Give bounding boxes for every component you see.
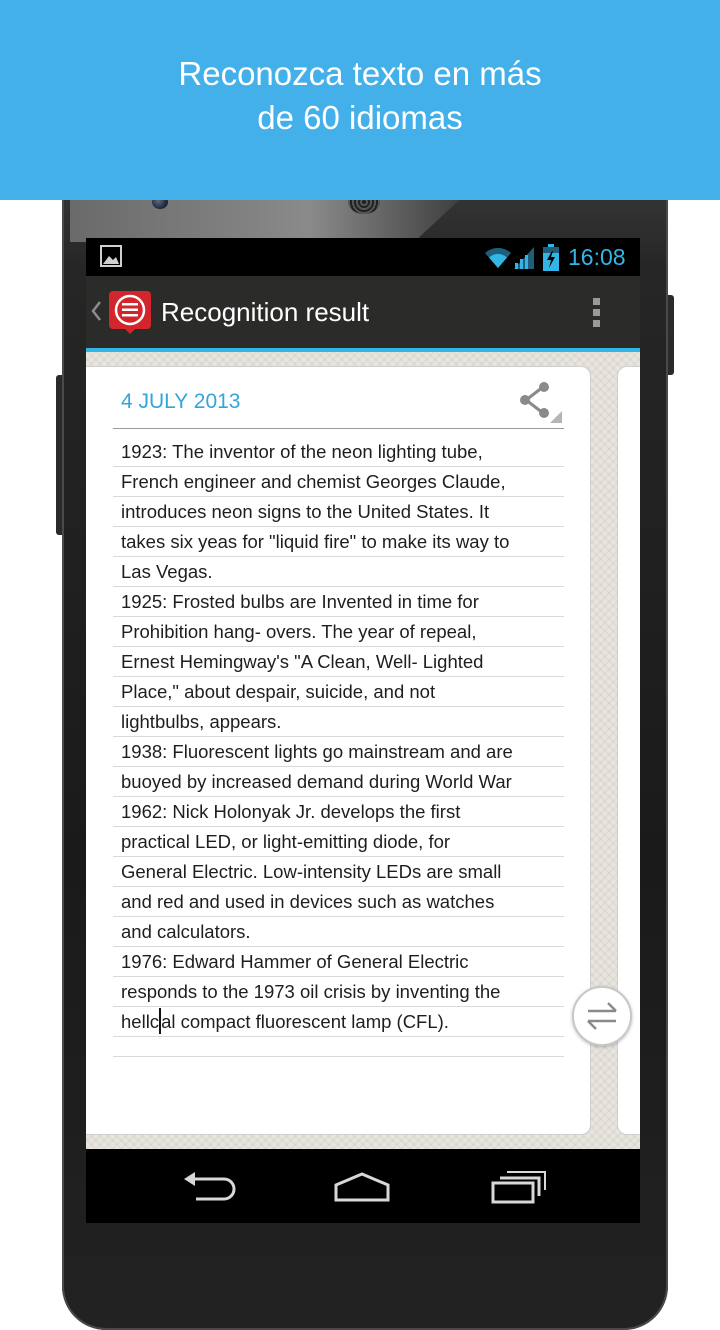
wifi-icon	[484, 246, 512, 270]
navigation-bar	[86, 1149, 640, 1223]
battery-charging-icon	[543, 244, 559, 271]
text-line[interactable]: lightbulbs, appears.	[113, 707, 564, 737]
status-bar	[86, 238, 640, 276]
text-line[interactable]: takes six yeas for "liquid fire" to make its way to	[113, 527, 564, 557]
text-end-rule	[113, 1056, 564, 1057]
picture-icon	[100, 245, 122, 267]
text-line[interactable]: 1938: Fluorescent lights go mainstream and are	[113, 737, 564, 767]
screen-title: Recognition result	[161, 297, 370, 327]
result-date: 4 JULY 2013	[121, 390, 241, 413]
nav-back-icon[interactable]	[182, 1171, 236, 1203]
phone-screen	[86, 238, 640, 1223]
back-chevron-icon[interactable]	[90, 300, 102, 322]
signal-icon	[513, 246, 535, 270]
text-line[interactable]: Place," about despair, suicide, and not	[113, 677, 564, 707]
text-before-cursor: hellc	[121, 1011, 160, 1032]
status-time: 16:08	[568, 244, 626, 270]
text-line[interactable]: and red and used in devices such as watches	[113, 887, 564, 917]
text-line[interactable]: 1976: Edward Hammer of General Electric	[113, 947, 564, 977]
banner-title: Reconozca texto en más de 60 idiomas	[178, 55, 542, 136]
overflow-menu-icon[interactable]	[586, 296, 608, 328]
text-line[interactable]: 1925: Frosted bulbs are Invented in time for	[113, 587, 564, 617]
text-line[interactable]: French engineer and chemist Georges Claude,	[113, 467, 564, 497]
text-line[interactable]: General Electric. Low-intensity LEDs are small	[113, 857, 564, 887]
text-after-cursor: al compact fluorescent lamp (CFL).	[161, 1011, 449, 1032]
text-line[interactable]: responds to the 1973 oil crisis by inventing the	[113, 977, 564, 1007]
text-line[interactable]: Las Vegas.	[113, 557, 564, 587]
nav-recent-apps-icon[interactable]	[490, 1169, 546, 1205]
nav-home-icon[interactable]	[332, 1171, 392, 1203]
text-line[interactable]: introduces neon signs to the United States. It	[113, 497, 564, 527]
share-icon[interactable]	[517, 380, 553, 420]
promo-banner	[0, 0, 720, 200]
text-line[interactable]: and calculators.	[113, 917, 564, 947]
text-line-with-cursor[interactable]	[113, 1007, 564, 1037]
text-line[interactable]: buoyed by increased demand during World War	[113, 767, 564, 797]
text-line[interactable]: Prohibition hang- overs. The year of repeal,	[113, 617, 564, 647]
action-bar	[86, 276, 640, 348]
date-divider	[113, 428, 564, 429]
recognized-text[interactable]	[113, 437, 564, 1037]
swap-button[interactable]	[572, 986, 632, 1046]
text-line[interactable]: Ernest Hemingway's "A Clean, Well- Lighted	[113, 647, 564, 677]
text-line[interactable]: 1962: Nick Holonyak Jr. develops the first	[113, 797, 564, 827]
text-line[interactable]: 1923: The inventor of the neon lighting tube,	[113, 437, 564, 467]
swap-arrows-icon	[586, 1000, 618, 1032]
app-logo-icon[interactable]	[108, 290, 152, 334]
share-menu-corner	[550, 411, 562, 423]
text-line[interactable]: practical LED, or light-emitting diode, for	[113, 827, 564, 857]
recognition-result-card	[86, 366, 591, 1135]
